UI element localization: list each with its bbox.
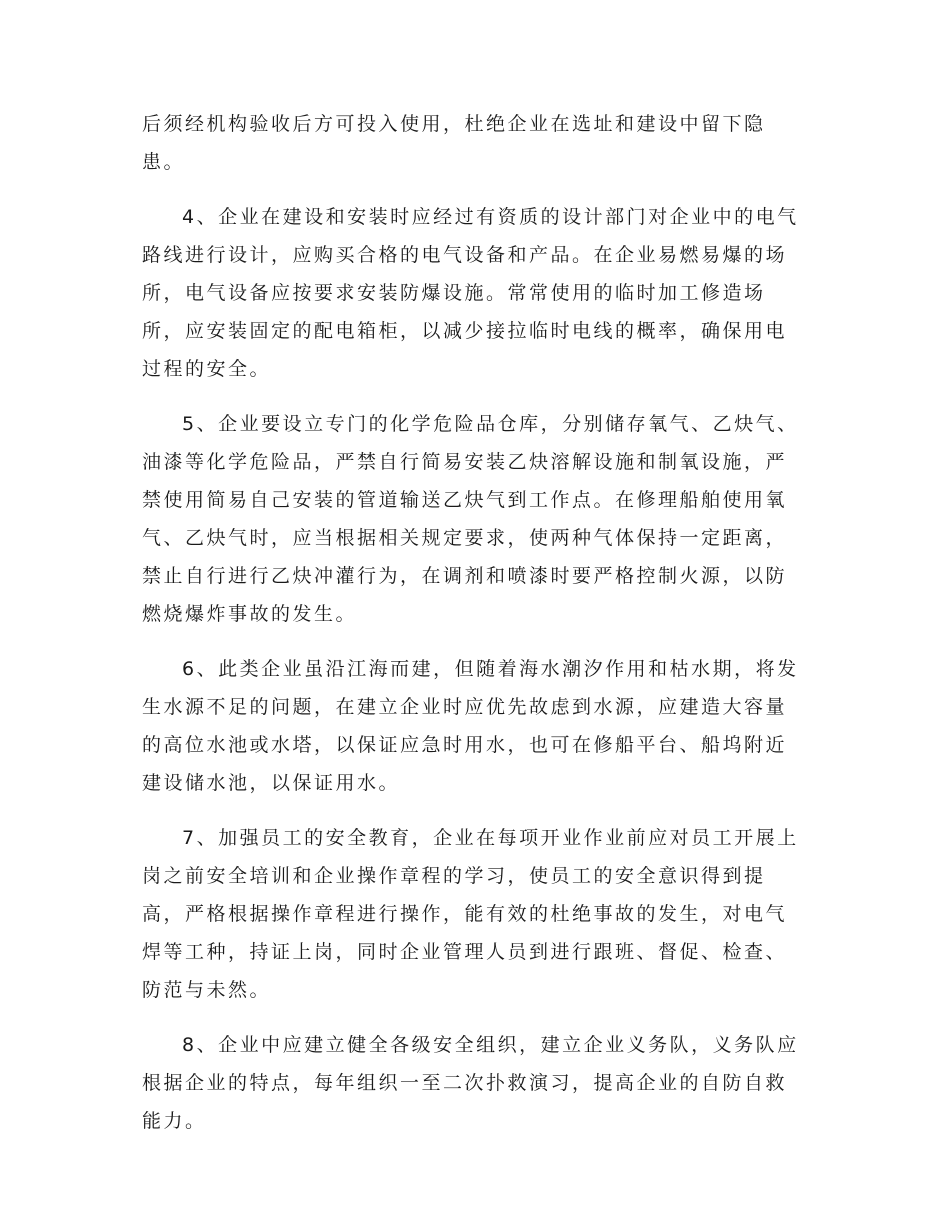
- paragraph-line: 焊等工种，持证上岗，同时企业管理人员到进行跟班、督促、检查、: [142, 941, 788, 963]
- paragraph-line: 气、乙炔气时，应当根据相关规定要求，使两种气体保持一定距离，: [142, 527, 788, 549]
- paragraph-line: 过程的安全。: [142, 358, 272, 380]
- paragraph-line: 4、企业在建设和安装时应经过有资质的设计部门对企业中的电气: [182, 206, 799, 228]
- paragraph-line: 高，严格根据操作章程进行操作，能有效的杜绝事故的发生，对电气: [142, 903, 788, 925]
- paragraph-line: 后须经机构验收后方可投入使用，杜绝企业在选址和建设中留下隐: [142, 113, 766, 135]
- paragraph-line: 患。: [142, 151, 186, 173]
- paragraph-line: 防范与未然。: [142, 979, 272, 1001]
- paragraph-line: 能力。: [142, 1110, 207, 1132]
- paragraph-line: 禁使用简易自己安装的管道输送乙炔气到工作点。在修理船舶使用氧: [142, 489, 788, 511]
- paragraph-line: 5、企业要设立专门的化学危险品仓库，分别储存氧气、乙炔气、: [182, 413, 799, 435]
- paragraph-line: 根据企业的特点，每年组织一至二次扑救演习，提高企业的自防自救: [142, 1072, 788, 1094]
- paragraph-line: 禁止自行进行乙炔冲灌行为，在调剂和喷漆时要严格控制火源，以防: [142, 565, 788, 587]
- paragraph-line: 所，电气设备应按要求安装防爆设施。常常使用的临时加工修造场: [142, 282, 766, 304]
- paragraph-line: 油漆等化学危险品，严禁自行简易安装乙炔溶解设施和制氧设施，严: [142, 451, 788, 473]
- paragraph-line: 生水源不足的问题，在建立企业时应优先故虑到水源，应建造大容量: [142, 696, 788, 718]
- paragraph-line: 6、此类企业虽沿江海而建，但随着海水潮汐作用和枯水期，将发: [182, 658, 799, 680]
- paragraph-line: 岗之前安全培训和企业操作章程的学习，使员工的安全意识得到提: [142, 865, 766, 887]
- paragraph-line: 路线进行设计，应购买合格的电气设备和产品。在企业易燃易爆的场: [142, 244, 788, 266]
- paragraph-line: 燃烧爆炸事故的发生。: [142, 603, 358, 625]
- paragraph-line: 8、企业中应建立健全各级安全组织，建立企业义务队，义务队应: [182, 1034, 799, 1056]
- paragraph-line: 的高位水池或水塔，以保证应急时用水，也可在修船平台、船坞附近: [142, 734, 788, 756]
- paragraph-line: 建设储水池，以保证用水。: [142, 772, 401, 794]
- paragraph-line: 所，应安装固定的配电箱柜，以减少接拉临时电线的概率，确保用电: [142, 320, 788, 342]
- paragraph-line: 7、加强员工的安全教育，企业在每项开业作业前应对员工开展上: [182, 827, 799, 849]
